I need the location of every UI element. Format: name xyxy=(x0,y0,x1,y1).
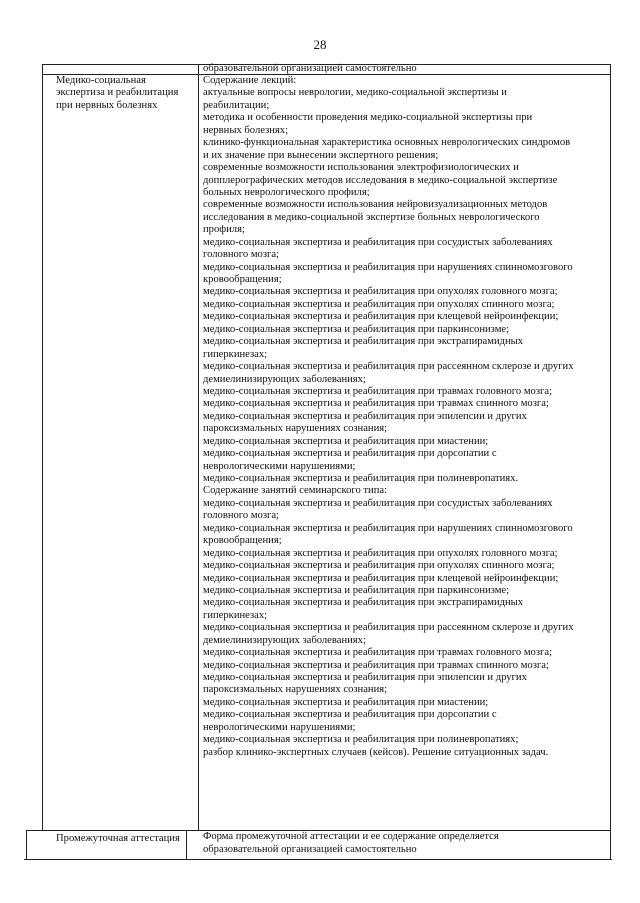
table-left-border xyxy=(26,830,27,860)
content-line: пароксизмальных нарушениях сознания; xyxy=(203,423,388,435)
section-title-line: экспертиза и реабилитация xyxy=(56,87,179,99)
content-line: медико-социальная экспертиза и реабилитация при эпилепсии и других xyxy=(203,672,527,683)
content-line: медико-социальная экспертиза и реабилитация при полиневропатиях; xyxy=(203,734,519,746)
content-line: пароксизмальных нарушениях сознания; xyxy=(203,684,388,696)
content-line: медико-социальная экспертиза и реабилитация при эпилепсии и других xyxy=(203,410,527,422)
content-line: медико-социальная экспертиза и реабилитация при нарушениях спинномозгового xyxy=(203,261,573,273)
section-title-line: Медико-социальная xyxy=(56,75,146,86)
content-line: медико-социальная экспертиза и реабилитация при клещевой нейроинфекции; xyxy=(203,572,559,584)
content-line: демиелинизирующих заболеваниях; xyxy=(203,634,366,646)
content-line: разбор клинико-экспертных случаев (кейсов). Решение ситуационных задач. xyxy=(203,746,549,758)
content-line: медико-социальная экспертиза и реабилитация при рассеянном склерозе и других xyxy=(203,622,574,634)
content-line: профиля; xyxy=(203,224,245,236)
content-line: кровообращения; xyxy=(203,274,282,285)
content-line: медико-социальная экспертиза и реабилитация при клещевой нейроинфекции; xyxy=(203,311,559,323)
content-line: медико-социальная экспертиза и реабилитация при опухолях головного мозга; xyxy=(203,547,558,559)
content-line: медико-социальная экспертиза и реабилитация при травмах головного мозга; xyxy=(203,385,553,397)
content-line: гиперкинезах; xyxy=(203,609,268,621)
content-line: современные возможности использования нейровизуализационных методов xyxy=(203,199,548,211)
section-content xyxy=(203,75,601,759)
content-line: головного мозга; xyxy=(203,510,279,522)
previous-row-text: образовательной организацией самостоятельно xyxy=(203,63,417,74)
column-divider xyxy=(198,64,199,831)
section-title-line: при нервных болезнях xyxy=(56,99,158,111)
content-line: медико-социальная экспертиза и реабилитация при миастении; xyxy=(203,696,489,708)
content-line: Содержание занятий семинарского типа: xyxy=(203,485,388,497)
column-divider xyxy=(186,830,187,860)
attestation-text-line: образовательной организацией самостоятельно xyxy=(203,844,417,855)
content-line: медико-социальная экспертиза и реабилитация при травмах спинного мозга; xyxy=(203,398,549,410)
content-line: неврологическими нарушениями; xyxy=(203,460,356,472)
content-line: нервных болезнях; xyxy=(203,124,289,136)
content-line: Содержание лекций: xyxy=(203,75,297,86)
content-line: больных неврологического профиля; xyxy=(203,186,370,198)
content-line: исследования в медико-социальной экспертизе больных неврологического xyxy=(203,211,540,223)
content-line: медико-социальная экспертиза и реабилитация при экстрапирамидных xyxy=(203,597,524,609)
content-line: медико-социальная экспертиза и реабилитация при паркинсонизме; xyxy=(203,584,510,596)
content-line: и их значение при вынесении экспертного решения; xyxy=(203,149,439,161)
content-line: современные возможности использования электрофизиологических и xyxy=(203,162,519,174)
content-line: гиперкинезах; xyxy=(203,348,268,360)
attestation-text-line: Форма промежуточной аттестации и ее содержание определяется xyxy=(203,831,499,842)
content-line: методика и особенности проведения медико-социальной экспертизы при xyxy=(203,112,533,124)
content-line: неврологическими нарушениями; xyxy=(203,721,356,733)
content-line: медико-социальная экспертиза и реабилитация при миастении; xyxy=(203,435,489,447)
section-title xyxy=(56,75,186,112)
content-line: актуальные вопросы неврологии, медико-социальной экспертизы и xyxy=(203,87,507,99)
content-line: медико-социальная экспертиза и реабилитация при травмах головного мозга; xyxy=(203,647,553,659)
content-line: медико-социальная экспертиза и реабилитация при полиневропатиях. xyxy=(203,473,519,484)
table-bottom-border xyxy=(24,859,612,860)
content-line: медико-социальная экспертиза и реабилитация при травмах спинного мозга; xyxy=(203,659,549,671)
content-line: допплерографических методов исследования в медико-социальной экспертизе xyxy=(203,174,558,186)
attestation-label: Промежуточная аттестация xyxy=(56,833,180,844)
content-line: медико-социальная экспертиза и реабилитация при экстрапирамидных xyxy=(203,336,524,348)
page-number: 28 xyxy=(313,37,327,52)
content-line: медико-социальная экспертиза и реабилитация при сосудистых заболеваниях xyxy=(203,497,553,509)
table-right-border xyxy=(610,64,611,860)
table-left-border xyxy=(42,64,43,831)
content-line: медико-социальная экспертиза и реабилитация при опухолях головного мозга; xyxy=(203,286,558,298)
content-line: медико-социальная экспертиза и реабилитация при дорсопатии с xyxy=(203,709,497,721)
content-line: демиелинизирующих заболеваниях; xyxy=(203,373,366,385)
content-line: головного мозга; xyxy=(203,249,279,261)
content-line: кровообращения; xyxy=(203,535,282,547)
content-line: медико-социальная экспертиза и реабилитация при опухолях спинного мозга; xyxy=(203,560,555,572)
content-line: реабилитации; xyxy=(203,99,270,111)
content-line: медико-социальная экспертиза и реабилитация при опухолях спинного мозга; xyxy=(203,298,555,310)
content-line: медико-социальная экспертиза и реабилитация при рассеянном склерозе и других xyxy=(203,361,574,373)
content-line: клинико-функциональная характеристика основных неврологических синдромов xyxy=(203,137,571,149)
content-line: медико-социальная экспертиза и реабилитация при дорсопатии с xyxy=(203,448,497,460)
content-line: медико-социальная экспертиза и реабилитация при паркинсонизме; xyxy=(203,323,510,335)
content-line: медико-социальная экспертиза и реабилитация при сосудистых заболеваниях xyxy=(203,236,553,248)
content-line: медико-социальная экспертиза и реабилитация при нарушениях спинномозгового xyxy=(203,522,573,534)
